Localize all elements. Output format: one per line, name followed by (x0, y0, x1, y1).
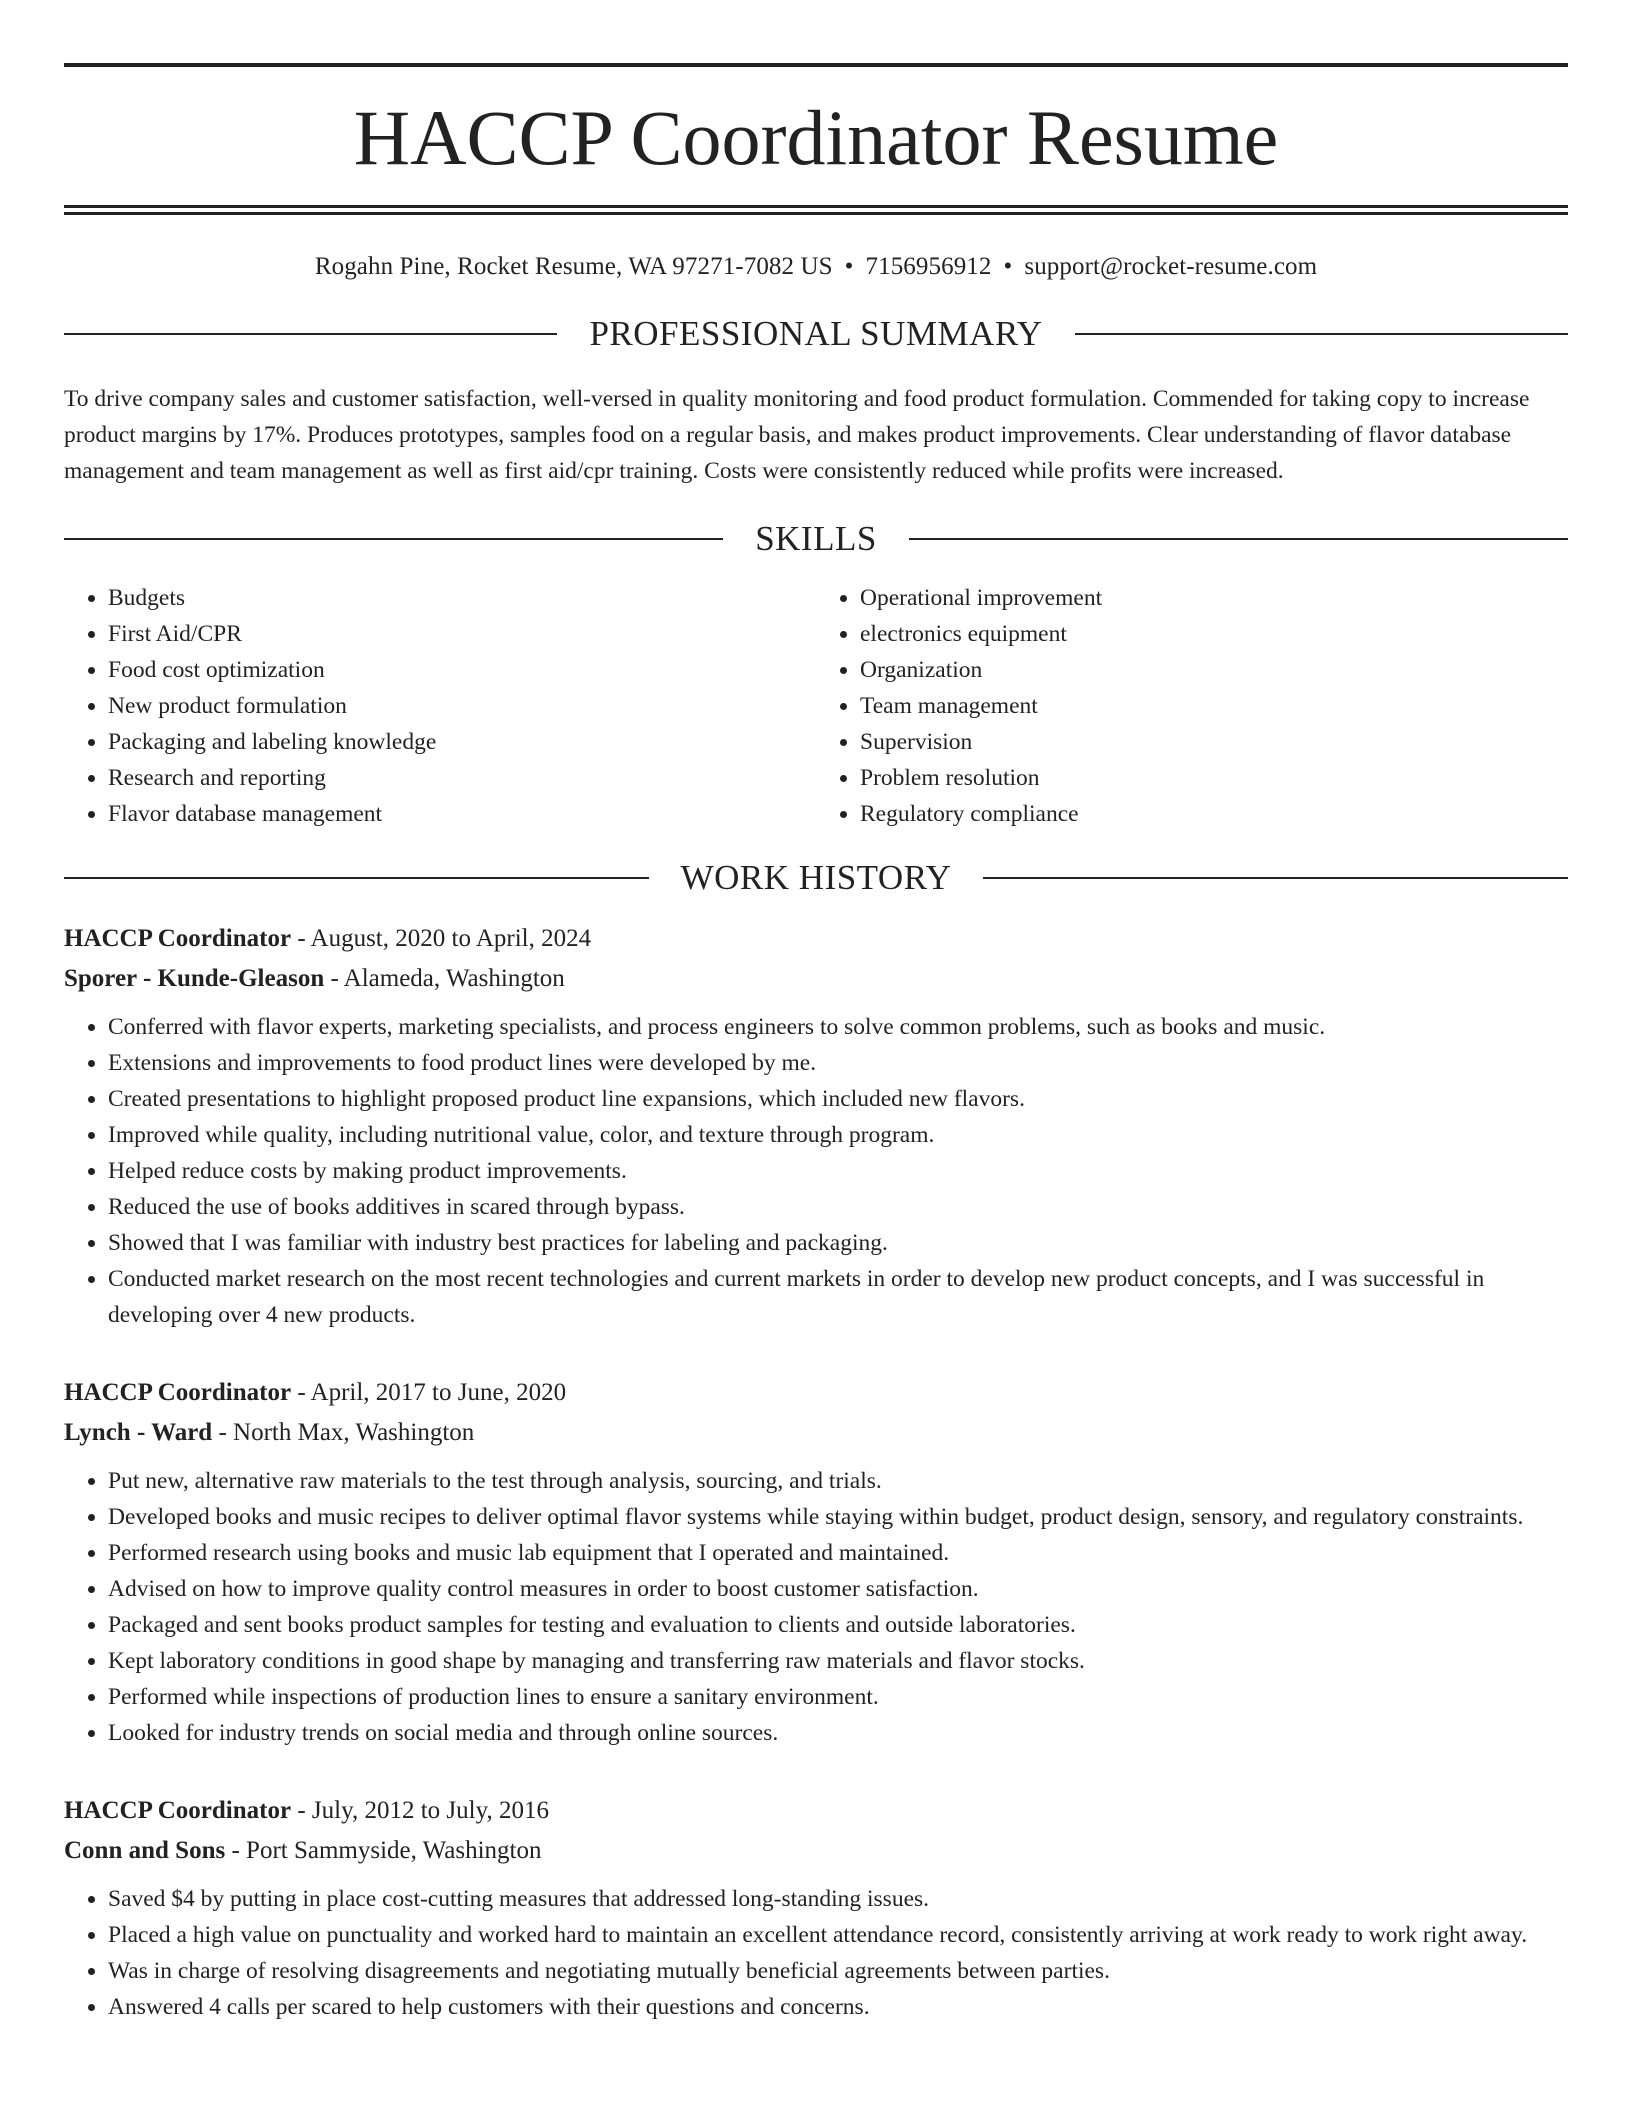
job-dates: - April, 2017 to June, 2020 (291, 1379, 567, 1406)
contact-separator: • (844, 253, 854, 280)
skills-column-left (64, 580, 816, 832)
job-company: Lynch - Ward (64, 1419, 213, 1446)
skill-item: • Team management (860, 688, 1568, 724)
contact-phone: 7156956912 (865, 253, 992, 280)
job-bullet: • Extensions and improvements to food product lines were developed by me. (108, 1045, 1568, 1081)
summary-text: To drive company sales and customer satisfaction, well-versed in quality monitoring and food product formulation. Commended for taking copy to increase product margins by 17%. Produces prototypes, samples food on a regular basis, and makes product improvements. Clear understanding of flavor database management and team management as well as first aid/cpr training. Costs were consistently reduced while profits were increased. (64, 386, 1530, 484)
contact-separator: • (1003, 253, 1013, 280)
job-bullet: • Looked for industry trends on social media and through online sources. (108, 1715, 1568, 1751)
skill-item: • Research and reporting (108, 760, 816, 796)
contact-email: support@rocket-resume.com (1024, 253, 1318, 280)
skill-item: • New product formulation (108, 688, 816, 724)
job-title: HACCP Coordinator (64, 925, 292, 952)
skills-heading-label: SKILLS (755, 519, 877, 558)
job-company-line (64, 1413, 1568, 1453)
job-bullets (64, 1881, 1568, 2025)
title-double-rule (64, 205, 1568, 215)
summary-heading-label: PROFESSIONAL SUMMARY (589, 314, 1043, 353)
job-title-line (64, 1791, 1568, 1831)
skill-item: • Budgets (108, 580, 816, 616)
job-bullet: • Answered 4 calls per scared to help customers with their questions and concerns. (108, 1989, 1568, 2025)
job-bullet: • Improved while quality, including nutritional value, color, and texture through program. (108, 1117, 1568, 1153)
job-bullet: • Packaged and sent books product samples for testing and evaluation to clients and outside laboratories. (108, 1607, 1568, 1643)
job-bullet: • Kept laboratory conditions in good shape by managing and transferring raw materials and flavor stocks. (108, 1643, 1568, 1679)
job-bullet: • Was in charge of resolving disagreements and negotiating mutually beneficial agreements between parties. (108, 1953, 1568, 1989)
heading-rule (1075, 333, 1568, 335)
job-bullet: • Conferred with flavor experts, marketing specialists, and process engineers to solve common problems, such as books and music. (108, 1009, 1568, 1045)
skill-item: • Operational improvement (860, 580, 1568, 616)
job-company: Conn and Sons (64, 1837, 226, 1864)
heading-rule (64, 538, 723, 540)
job-bullet: • Performed while inspections of production lines to ensure a sanitary environment. (108, 1679, 1568, 1715)
job-bullet: • Placed a high value on punctuality and worked hard to maintain an excellent attendance record, consistently arriving at work ready to work right away. (108, 1917, 1568, 1953)
job-bullets (64, 1463, 1568, 1751)
heading-rule (983, 877, 1568, 879)
job-bullets (64, 1009, 1568, 1333)
job-bullet: • Performed research using books and music lab equipment that I operated and maintained. (108, 1535, 1568, 1571)
heading-rule (64, 333, 557, 335)
page-title: HACCP Coordinator Resume (353, 94, 1279, 181)
job-company-line (64, 959, 1568, 999)
skill-item: • Packaging and labeling knowledge (108, 724, 816, 760)
job-location: - North Max, Washington (212, 1419, 475, 1446)
summary-heading (64, 316, 1568, 351)
skills-heading (64, 521, 1568, 556)
skill-item: • Food cost optimization (108, 652, 816, 688)
contact-address: Rogahn Pine, Rocket Resume, WA 97271-7082 US (314, 253, 833, 280)
job-entry (64, 1791, 1568, 2025)
job-dates: - August, 2020 to April, 2024 (291, 925, 592, 952)
skill-item: • Flavor database management (108, 796, 816, 832)
job-bullet: • Helped reduce costs by making product improvements. (108, 1153, 1568, 1189)
job-bullet: • Put new, alternative raw materials to the test through analysis, sourcing, and trials. (108, 1463, 1568, 1499)
job-company-line (64, 1831, 1568, 1871)
heading-rule (64, 877, 649, 879)
skill-item: • Problem resolution (860, 760, 1568, 796)
job-title: HACCP Coordinator (64, 1379, 292, 1406)
skill-item: • Regulatory compliance (860, 796, 1568, 832)
job-title-line (64, 1373, 1568, 1413)
work-history-heading (64, 860, 1568, 895)
skill-item: • First Aid/CPR (108, 616, 816, 652)
job-bullet: • Showed that I was familiar with industry best practices for labeling and packaging. (108, 1225, 1568, 1261)
work-history-heading-label: WORK HISTORY (680, 858, 952, 897)
job-dates: - July, 2012 to July, 2016 (291, 1797, 549, 1824)
top-rule (64, 63, 1568, 67)
job-bullet: • Saved $4 by putting in place cost-cutting measures that addressed long-standing issues. (108, 1881, 1568, 1917)
job-entry (64, 919, 1568, 1333)
heading-rule (909, 538, 1568, 540)
job-title-line (64, 919, 1568, 959)
skill-item: • electronics equipment (860, 616, 1568, 652)
skills-list (64, 580, 1568, 832)
job-location: - Port Sammyside, Washington (225, 1837, 542, 1864)
skill-item: • Supervision (860, 724, 1568, 760)
job-bullet: • Created presentations to highlight proposed product line expansions, which included new flavors. (108, 1081, 1568, 1117)
job-bullet: • Advised on how to improve quality control measures in order to boost customer satisfaction. (108, 1571, 1568, 1607)
job-company: Sporer - Kunde-Gleason (64, 965, 325, 992)
skills-column-right (816, 580, 1568, 832)
job-bullet: • Conducted market research on the most recent technologies and current markets in order to develop new product concepts, and I was successful in developing over 4 new products. (108, 1261, 1568, 1333)
skill-item: • Organization (860, 652, 1568, 688)
job-bullet: • Reduced the use of books additives in scared through bypass. (108, 1189, 1568, 1225)
job-title: HACCP Coordinator (64, 1797, 292, 1824)
job-bullet: • Developed books and music recipes to deliver optimal flavor systems while staying within budget, product design, sensory, and regulatory constraints. (108, 1499, 1568, 1535)
job-location: - Alameda, Washington (324, 965, 565, 992)
job-entry (64, 1373, 1568, 1751)
contact-line (64, 252, 1568, 282)
